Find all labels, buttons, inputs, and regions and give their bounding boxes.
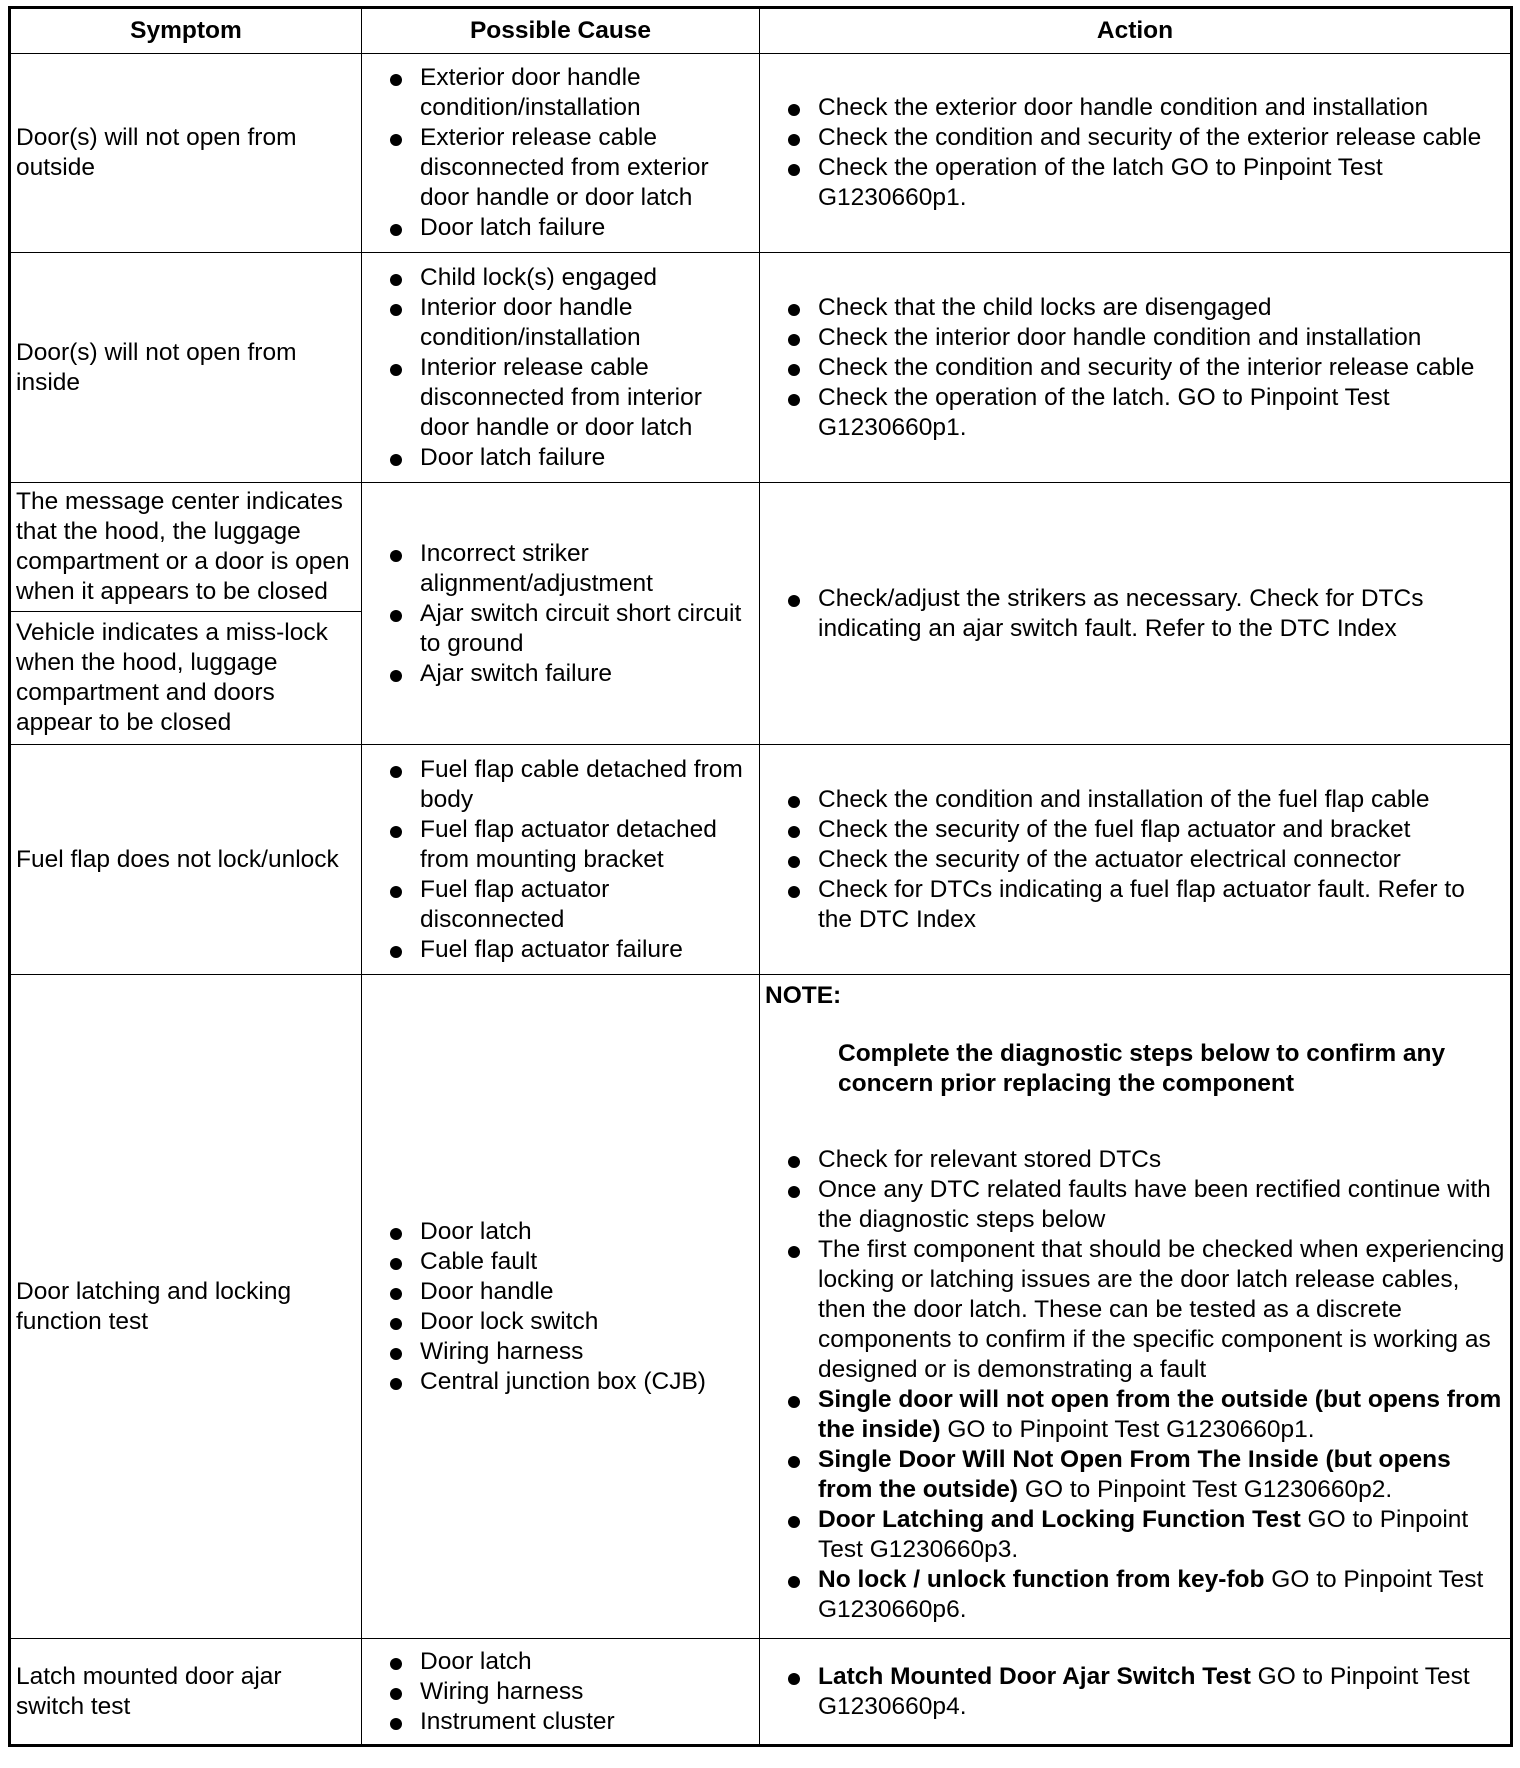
cause-cell bbox=[362, 975, 760, 1639]
action-item: Check the interior door handle condition and installation bbox=[765, 323, 1505, 353]
header-action: Action bbox=[760, 8, 1512, 54]
cause-item: Instrument cluster bbox=[367, 1707, 754, 1737]
action-item bbox=[765, 1145, 1505, 1175]
cause-item: Door latch bbox=[367, 1647, 754, 1677]
table-row bbox=[10, 975, 1512, 1639]
cause-item: Door latch failure bbox=[367, 443, 754, 473]
cause-item: Fuel flap actuator failure bbox=[367, 935, 754, 965]
action-text: Check for relevant stored DTCs bbox=[818, 1146, 1162, 1173]
document-page bbox=[8, 6, 1513, 1747]
table-row bbox=[10, 483, 1512, 612]
action-cell bbox=[760, 253, 1512, 483]
action-item bbox=[765, 1565, 1505, 1625]
table-row bbox=[10, 745, 1512, 975]
action-cell bbox=[760, 54, 1512, 253]
action-item: Check the condition and installation of the fuel flap cable bbox=[765, 785, 1505, 815]
symptom-cell: Vehicle indicates a miss-lock when the hood, luggage compartment and doors appear to be closed bbox=[10, 612, 362, 745]
action-text: GO to Pinpoint Test G1230660p3. bbox=[818, 1506, 1469, 1563]
action-item: Check the security of the fuel flap actuator and bracket bbox=[765, 815, 1505, 845]
symptom-cell: Fuel flap does not lock/unlock bbox=[10, 745, 362, 975]
cause-item: Wiring harness bbox=[367, 1337, 754, 1367]
action-item: Check the operation of the latch GO to Pinpoint Test G1230660p1. bbox=[765, 153, 1505, 213]
action-item bbox=[765, 1662, 1505, 1722]
action-cell bbox=[760, 1639, 1512, 1746]
header-symptom: Symptom bbox=[10, 8, 362, 54]
symptom-cell: Latch mounted door ajar switch test bbox=[10, 1639, 362, 1746]
header-possible-cause: Possible Cause bbox=[362, 8, 760, 54]
cause-item: Child lock(s) engaged bbox=[367, 263, 754, 293]
note-title: NOTE: bbox=[765, 982, 842, 1009]
table-row bbox=[10, 1639, 1512, 1746]
cause-item: Interior release cable disconnected from interior door handle or door latch bbox=[367, 353, 754, 443]
cause-item: Interior door handle condition/installation bbox=[367, 293, 754, 353]
cause-item: Exterior release cable disconnected from exterior door handle or door latch bbox=[367, 123, 754, 213]
action-item bbox=[765, 1175, 1505, 1235]
symptom-cell: Door latching and locking function test bbox=[10, 975, 362, 1639]
action-item bbox=[765, 1505, 1505, 1565]
cause-cell bbox=[362, 54, 760, 253]
table-row bbox=[10, 253, 1512, 483]
cause-item: Incorrect striker alignment/adjustment bbox=[367, 539, 754, 599]
note-body: Complete the diagnostic steps below to confirm any concern prior replacing the component bbox=[838, 1040, 1446, 1097]
action-bold: No lock / unlock function from key-fob bbox=[818, 1566, 1265, 1593]
symptom-cell: Door(s) will not open from inside bbox=[10, 253, 362, 483]
cause-cell bbox=[362, 1639, 760, 1746]
cause-item: Ajar switch circuit short circuit to ground bbox=[367, 599, 754, 659]
cause-item: Fuel flap actuator disconnected bbox=[367, 875, 754, 935]
cause-item: Fuel flap cable detached from body bbox=[367, 755, 754, 815]
symptom-cell: Door(s) will not open from outside bbox=[10, 54, 362, 253]
table-row bbox=[10, 54, 1512, 253]
cause-item: Central junction box (CJB) bbox=[367, 1367, 754, 1397]
cause-item: Door handle bbox=[367, 1277, 754, 1307]
action-text: GO to Pinpoint Test G1230660p6. bbox=[818, 1566, 1484, 1623]
cause-item: Cable fault bbox=[367, 1247, 754, 1277]
cause-item: Fuel flap actuator detached from mounting bracket bbox=[367, 815, 754, 875]
action-text: The first component that should be checked when experiencing locking or latching issues are the door latch release cables, then the door latch. These can be tested as a discrete components to confirm if the specific component is working as designed or is demonstrating a fault bbox=[818, 1236, 1505, 1383]
action-bold: Single door will not open from the outside (but opens from the inside) bbox=[818, 1386, 1502, 1443]
action-cell bbox=[760, 745, 1512, 975]
cause-cell bbox=[362, 745, 760, 975]
cause-item: Exterior door handle condition/installation bbox=[367, 63, 754, 123]
action-item: Check the condition and security of the exterior release cable bbox=[765, 123, 1505, 153]
action-item: Check/adjust the strikers as necessary. Check for DTCs indicating an ajar switch fault. Refer to the DTC Index bbox=[765, 584, 1505, 644]
action-cell bbox=[760, 975, 1512, 1639]
header-row bbox=[10, 8, 1512, 54]
action-bold: Door Latching and Locking Function Test bbox=[818, 1506, 1301, 1533]
symptom-cell: The message center indicates that the hood, the luggage compartment or a door is open when it appears to be closed bbox=[10, 483, 362, 612]
cause-item: Door lock switch bbox=[367, 1307, 754, 1337]
action-bold: Single Door Will Not Open From The Inside (but opens from the outside) bbox=[818, 1446, 1451, 1503]
action-item: Check the condition and security of the interior release cable bbox=[765, 353, 1505, 383]
action-bold: Latch Mounted Door Ajar Switch Test bbox=[818, 1662, 1251, 1690]
cause-item: Door latch bbox=[367, 1217, 754, 1247]
action-text: GO to Pinpoint Test G1230660p4. bbox=[818, 1662, 1470, 1720]
action-item bbox=[765, 1385, 1505, 1445]
action-text: GO to Pinpoint Test G1230660p2. bbox=[1018, 1476, 1393, 1503]
cause-cell bbox=[362, 253, 760, 483]
diagnostic-table bbox=[8, 6, 1513, 1747]
cause-cell bbox=[362, 483, 760, 745]
action-item: Check the security of the actuator electrical connector bbox=[765, 845, 1505, 875]
cause-item: Ajar switch failure bbox=[367, 659, 754, 689]
action-text: Once any DTC related faults have been rectified continue with the diagnostic steps below bbox=[818, 1176, 1491, 1233]
action-item bbox=[765, 1235, 1505, 1385]
cause-item: Door latch failure bbox=[367, 213, 754, 243]
action-item bbox=[765, 1445, 1505, 1505]
action-item: Check the operation of the latch. GO to Pinpoint Test G1230660p1. bbox=[765, 383, 1505, 443]
action-item: Check the exterior door handle condition and installation bbox=[765, 93, 1505, 123]
action-item: Check for DTCs indicating a fuel flap actuator fault. Refer to the DTC Index bbox=[765, 875, 1505, 935]
action-cell bbox=[760, 483, 1512, 745]
cause-item: Wiring harness bbox=[367, 1677, 754, 1707]
action-item: Check that the child locks are disengaged bbox=[765, 293, 1505, 323]
action-text: GO to Pinpoint Test G1230660p1. bbox=[940, 1416, 1315, 1443]
